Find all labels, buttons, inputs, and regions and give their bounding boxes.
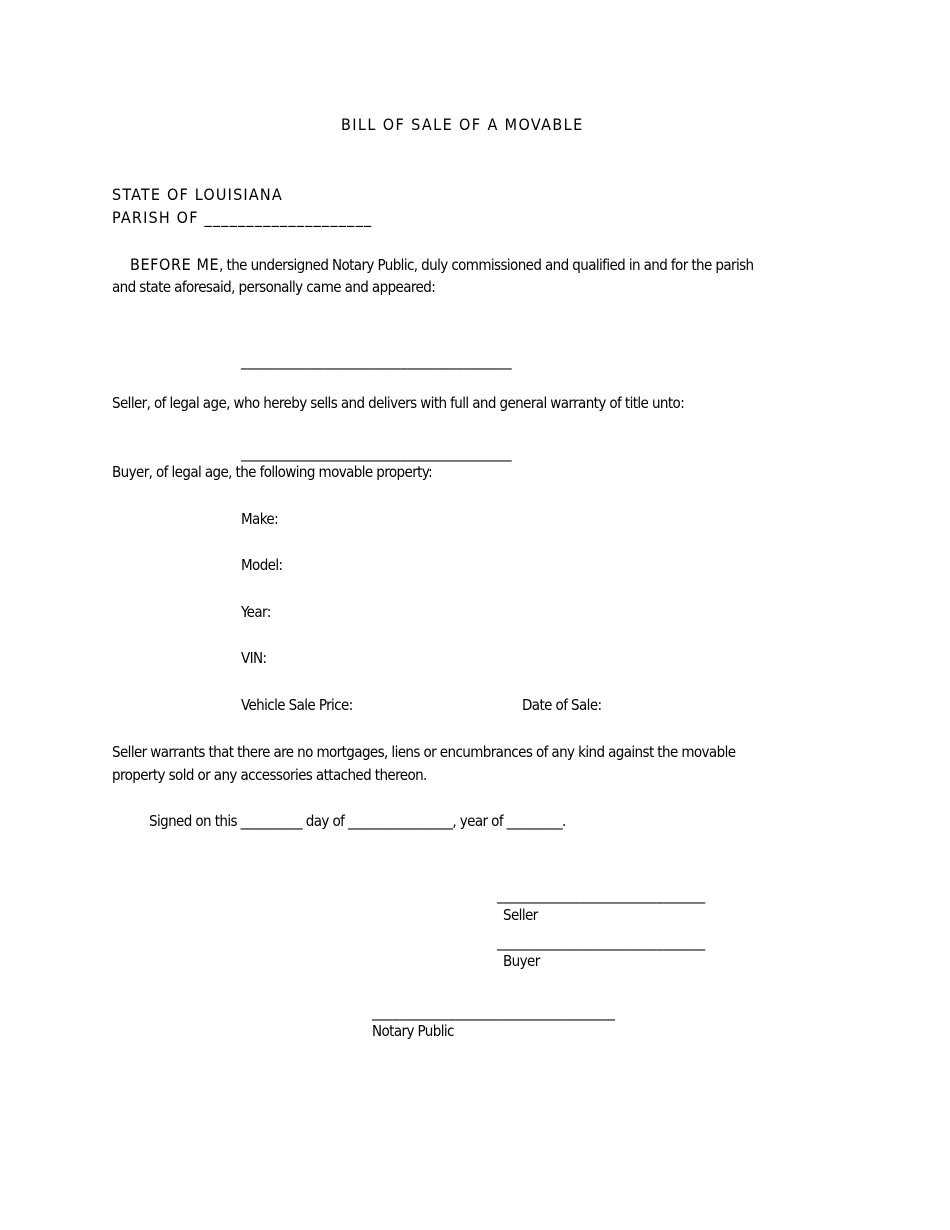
buyer-signature-label: Buyer: [503, 952, 540, 970]
warranty-line-2: property sold or any accessories attached thereon.: [112, 766, 427, 784]
buyer-clause: Buyer, of legal age, the following movable property:: [112, 463, 433, 481]
field-model: Model:: [241, 556, 283, 574]
seller-clause: Seller, of legal age, who hereby sells and delivers with full and general warranty of title unto:: [112, 394, 685, 412]
seller-signature-label: Seller: [503, 906, 538, 924]
intro-line-1: [130, 253, 754, 277]
field-make: Make:: [241, 510, 279, 528]
parish-line: PARISH OF ____________________: [112, 208, 373, 227]
field-date-of-sale: Date of Sale:: [522, 696, 602, 714]
buyer-name-blank: _______________________________________: [241, 444, 512, 462]
field-year: Year:: [241, 603, 271, 621]
signed-on-line: Signed on this __________ day of _________________, year of _________.: [149, 812, 566, 830]
seller-signature-line: ______________________________: [497, 886, 706, 904]
buyer-signature-line: ______________________________: [497, 933, 706, 951]
field-sale-price: Vehicle Sale Price:: [241, 696, 353, 714]
document-title: BILL OF SALE OF A MOVABLE: [341, 115, 584, 134]
state-line: STATE OF LOUISIANA: [112, 185, 283, 204]
notary-signature-label: Notary Public: [372, 1022, 454, 1040]
notary-signature-line: ___________________________________: [372, 1003, 616, 1021]
intro-line-2: and state aforesaid, personally came and appeared:: [112, 278, 436, 296]
intro-prefix: BEFORE ME: [130, 255, 220, 274]
warranty-line-1: Seller warrants that there are no mortgages, liens or encumbrances of any kind against the movable: [112, 743, 736, 761]
field-vin: VIN:: [241, 649, 267, 667]
seller-name-blank: _______________________________________: [241, 352, 512, 370]
intro-rest: , the undersigned Notary Public, duly commissioned and qualified in and for the parish: [219, 256, 754, 274]
